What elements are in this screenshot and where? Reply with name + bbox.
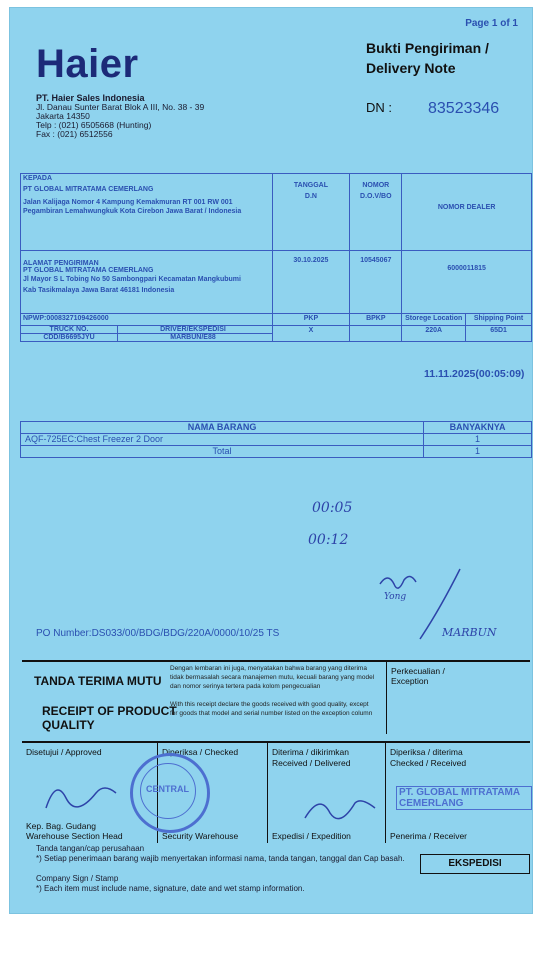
total-label: Total (21, 446, 424, 458)
item-name: AQF-725EC:Chest Freezer 2 Door (21, 434, 424, 446)
delivered-label-2: Received / Delivered (272, 758, 351, 768)
quality-title-en (42, 704, 177, 732)
bpkp-label: BPKP (350, 314, 402, 326)
shipping-label: Shipping Point (466, 314, 532, 326)
footer-line-4: *) Each item must include name, signature, date and wet stamp information. (36, 884, 305, 893)
po-number: PO Number:DS033/00/BDG/BDG/220A/0000/10/25 TS (36, 628, 280, 639)
kepada-address-1: Jalan Kalijaga Nomor 4 Kampung Kemakmuran RT 001 RW 001 (23, 199, 233, 206)
checked-bottom: Security Warehouse (162, 831, 239, 841)
haier-logo: Haier (36, 42, 139, 86)
quality-title-id: TANDA TERIMA MUTU (34, 674, 162, 688)
driver-value: MARBUN/E88 (117, 334, 268, 341)
exception-label-2: Exception (391, 676, 429, 686)
company-info (36, 94, 236, 139)
quality-text-id: Dengan lembaran ini juga, menyatakan bahwa barang yang diterima tidak bermasalah secara manajemen mutu, kecuali barang yang model dan nomor serinya tertera pada kolom pengecualian (170, 665, 375, 690)
received-label (390, 747, 466, 769)
table-row (21, 434, 532, 446)
dn-number: 83523346 (428, 100, 500, 117)
tanggal-label: TANGGAL (293, 182, 328, 189)
quality-receipt-section (22, 660, 530, 740)
exception-box (386, 662, 530, 734)
handwritten-time-2: 00:12 (308, 532, 349, 548)
storage-value: 220A (402, 326, 466, 342)
handwritten-name: Yong (384, 592, 407, 602)
truck-driver-values (21, 334, 273, 342)
dn-label: DN : (366, 100, 392, 115)
dealer-label: NOMOR DEALER (437, 204, 496, 211)
do-number: 10545067 (350, 251, 402, 314)
alamat-address-2: Kab Tasikmalaya Jawa Barat 46181 Indonesia (23, 287, 175, 294)
ekspedisi-box: EKSPEDISI (420, 854, 530, 874)
approved-label: Disetujui / Approved (26, 747, 102, 757)
pkp-label: PKP (272, 314, 350, 326)
delivered-label-1: Diterima / dikirimkan (272, 747, 349, 757)
expedition-signature (300, 788, 380, 828)
checked-label: Diperiksa / Checked (162, 747, 239, 757)
kepada-label: KEPADA (23, 175, 53, 182)
page-number: Page 1 of 1 (465, 18, 518, 29)
document-title (366, 38, 489, 78)
bpkp-empty (350, 326, 402, 342)
dealer-number: 6000011815 (402, 251, 532, 314)
print-timestamp: 11.11.2025(00:05:09) (424, 368, 525, 380)
npwp: NPWP:0008327109426000 (21, 314, 273, 326)
company-address-2: Jakarta 14350 (36, 111, 90, 121)
received-label-2: Checked / Received (390, 758, 467, 768)
company-fax: Fax : (021) 6512556 (36, 129, 113, 139)
warehouse-stamp-text: CENTRAL (146, 784, 189, 794)
quality-text-en: With this receipt declare the goods received with good quality, except for goods that model and serial number listed on the exception column (170, 701, 373, 717)
alamat-cell (21, 251, 273, 314)
nomor-label: NOMOR (362, 182, 390, 189)
alamat-name: PT GLOBAL MITRATAMA CEMERLANG (23, 267, 154, 274)
nomor-sub: D.O.V/BO (360, 193, 392, 200)
approved-bottom-2: Warehouse Section Head (26, 831, 123, 841)
company-address-1: Jl. Danau Sunter Barat Blok A III, No. 38 - 39 (36, 102, 205, 112)
approved-signature (26, 768, 136, 828)
driver-label: DRIVER/EKSPEDISI (117, 326, 268, 333)
recipient-table (20, 173, 532, 342)
company-telp: Telp : (021) 6505668 (Hunting) (36, 120, 152, 130)
nomor-header (350, 174, 402, 251)
footer-notes (36, 844, 405, 894)
truck-driver-header (21, 326, 273, 334)
tanggal-header (272, 174, 350, 251)
kepada-cell (21, 174, 273, 251)
title-en: Delivery Note (366, 60, 456, 76)
alamat-label: ALAMAT PENGIRIMAN (23, 260, 99, 267)
pkp-mark: X (272, 326, 350, 342)
footer-line-1: Tanda tangan/cap perusahaan (36, 844, 145, 853)
footer-line-2: *) Setiap penerimaan barang wajib menyertakan informasi nama, tanda tangan, tanggal dan Cap basah. (36, 854, 405, 863)
col-nama-barang: NAMA BARANG (21, 422, 424, 434)
truck-label: TRUCK NO. (49, 326, 89, 333)
alamat-address-1: Jl Mayor S L Tobing No 50 Sambongpari Kecamatan Mangkubumi (23, 276, 241, 283)
delivery-note-page (10, 8, 532, 913)
delivered-bottom: Expedisi / Expedition (272, 831, 351, 841)
company-stamp: PT. GLOBAL MITRATAMA CEMERLANG (396, 786, 532, 810)
dealer-header (402, 174, 532, 251)
received-label-1: Diperiksa / diterima (390, 747, 463, 757)
item-qty: 1 (424, 434, 532, 446)
approved-bottom-1: Kep. Bag. Gudang (26, 821, 96, 831)
truck-value: CDD/B6695JYU (43, 334, 95, 341)
storage-label: Storege Location (402, 314, 466, 326)
quality-title-en-2: QUALITY (42, 718, 95, 732)
quality-title-en-1: RECEIPT OF PRODUCT (42, 704, 177, 718)
kepada-name: PT GLOBAL MITRATAMA CEMERLANG (23, 186, 154, 193)
title-id: Bukti Pengiriman / (366, 40, 489, 56)
footer-line-3: Company Sign / Stamp (36, 874, 119, 883)
received-bottom: Penerima / Receiver (390, 831, 468, 841)
kepada-address-2: Pegambiran Lemahwungkuk Kota Cirebon Jawa Barat / Indonesia (23, 208, 242, 215)
company-name: PT. Haier Sales Indonesia (36, 93, 145, 103)
date-value: 30.10.2025 (272, 251, 350, 314)
tanggal-sub: D.N (304, 193, 317, 200)
shipping-value: 65D1 (466, 326, 532, 342)
exception-label-1: Perkecualian / (391, 666, 445, 676)
delivered-label (272, 747, 350, 769)
items-table (20, 421, 532, 458)
handwritten-marbun: MARBUN (442, 626, 497, 639)
total-qty: 1 (424, 446, 532, 458)
handwritten-time-1: 00:05 (312, 500, 353, 516)
col-banyaknya: BANYAKNYA (424, 422, 532, 434)
